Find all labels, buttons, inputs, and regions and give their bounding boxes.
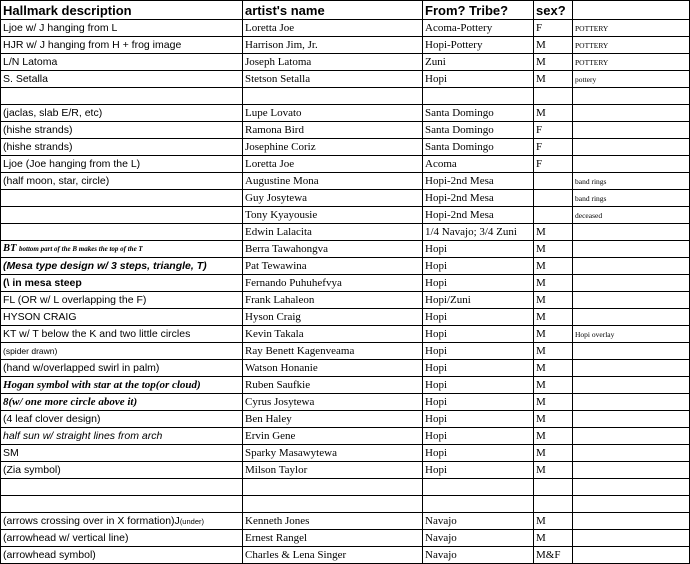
table-row <box>1 20 690 37</box>
tribe-cell: Hopi-Pottery <box>423 37 534 54</box>
note-cell <box>573 428 690 445</box>
note-cell <box>573 462 690 479</box>
sex-cell <box>534 479 573 496</box>
hallmark-description-cell: FL (OR w/ L overlapping the F) <box>1 292 243 309</box>
tribe-cell: Zuni <box>423 54 534 71</box>
table-row <box>1 309 690 326</box>
hallmark-description-cell: L/N Latoma <box>1 54 243 71</box>
table-row <box>1 496 690 513</box>
table-row <box>1 479 690 496</box>
tribe-cell: Navajo <box>423 547 534 564</box>
sex-cell: M <box>534 54 573 71</box>
tribe-cell: Hopi <box>423 462 534 479</box>
hallmark-description-cell <box>1 224 243 241</box>
artist-name-cell: Charles & Lena Singer <box>243 547 423 564</box>
table-row <box>1 394 690 411</box>
hallmark-description-cell: S. Setalla <box>1 71 243 88</box>
artist-name-cell: Ernest Rangel <box>243 530 423 547</box>
note-cell <box>573 377 690 394</box>
artist-name-cell: Frank Lahaleon <box>243 292 423 309</box>
table-row <box>1 292 690 309</box>
artist-name-cell <box>243 88 423 105</box>
note-cell <box>573 88 690 105</box>
artist-name-cell: Josephine Coriz <box>243 139 423 156</box>
artist-name-cell: Stetson Setalla <box>243 71 423 88</box>
tribe-cell: Hopi <box>423 326 534 343</box>
hallmark-description-cell: Ljoe w/ J hanging from L <box>1 20 243 37</box>
artist-name-cell: Ramona Bird <box>243 122 423 139</box>
hallmark-description-cell: (4 leaf clover design) <box>1 411 243 428</box>
note-cell: deceased <box>573 207 690 224</box>
sex-cell: M <box>534 445 573 462</box>
note-cell <box>573 343 690 360</box>
table-row <box>1 88 690 105</box>
hallmark-description-cell: (arrowhead w/ vertical line) <box>1 530 243 547</box>
table-row <box>1 343 690 360</box>
hallmark-description-cell <box>1 241 243 258</box>
sex-cell: M <box>534 343 573 360</box>
note-cell <box>573 275 690 292</box>
artist-name-cell: Berra Tawahongva <box>243 241 423 258</box>
artist-name-cell: Hyson Craig <box>243 309 423 326</box>
note-cell <box>573 105 690 122</box>
hallmark-description-cell: Hogan symbol with star at the top(or cloud) <box>1 377 243 394</box>
hallmark-description-cell: half sun w/ straight lines from arch <box>1 428 243 445</box>
tribe-cell: Hopi <box>423 258 534 275</box>
sex-cell: M <box>534 105 573 122</box>
note-cell <box>573 411 690 428</box>
artist-name-cell: Harrison Jim, Jr. <box>243 37 423 54</box>
table-row <box>1 513 690 530</box>
note-cell <box>573 241 690 258</box>
table-row <box>1 122 690 139</box>
hallmark-description-cell: (half moon, star, circle) <box>1 173 243 190</box>
tribe-cell: Hopi <box>423 309 534 326</box>
sex-cell: M <box>534 224 573 241</box>
hallmark-description-cell: KT w/ T below the K and two little circles <box>1 326 243 343</box>
table-row <box>1 428 690 445</box>
artist-name-cell: Watson Honanie <box>243 360 423 377</box>
hallmark-description-main: BT <box>3 243 17 254</box>
table-row <box>1 411 690 428</box>
sex-cell <box>534 207 573 224</box>
table-row <box>1 139 690 156</box>
sex-cell: M <box>534 326 573 343</box>
artist-name-cell: Kenneth Jones <box>243 513 423 530</box>
note-cell <box>573 258 690 275</box>
table-row <box>1 37 690 54</box>
note-cell <box>573 360 690 377</box>
table-row <box>1 547 690 564</box>
hallmark-description-cell: Ljoe (Joe hanging from the L) <box>1 156 243 173</box>
sex-cell: M <box>534 37 573 54</box>
artist-name-cell: Tony Kyayousie <box>243 207 423 224</box>
artist-name-cell: Milson Taylor <box>243 462 423 479</box>
note-cell: Hopi overlay <box>573 326 690 343</box>
header-artist-name: artist's name <box>243 1 423 20</box>
hallmark-description-cell: (spider drawn) <box>1 343 243 360</box>
note-cell <box>573 156 690 173</box>
tribe-cell: Hopi-2nd Mesa <box>423 207 534 224</box>
tribe-cell: Hopi <box>423 428 534 445</box>
artist-name-cell: Ben Haley <box>243 411 423 428</box>
hallmark-description-cell <box>1 190 243 207</box>
artist-name-cell: Ruben Saufkie <box>243 377 423 394</box>
tribe-cell: Hopi <box>423 241 534 258</box>
artist-name-cell: Augustine Mona <box>243 173 423 190</box>
table-row <box>1 156 690 173</box>
artist-name-cell: Joseph Latoma <box>243 54 423 71</box>
table-row <box>1 462 690 479</box>
sex-cell: M <box>534 394 573 411</box>
note-cell <box>573 394 690 411</box>
table-row <box>1 224 690 241</box>
tribe-cell <box>423 496 534 513</box>
tribe-cell: Hopi/Zuni <box>423 292 534 309</box>
table-row <box>1 54 690 71</box>
artist-name-cell: Fernando Puhuhefvya <box>243 275 423 292</box>
sex-cell: F <box>534 156 573 173</box>
hallmark-description-subscript: (under) <box>179 516 204 526</box>
table-row <box>1 190 690 207</box>
hallmark-description-cell: HYSON CRAIG <box>1 309 243 326</box>
tribe-cell: Navajo <box>423 530 534 547</box>
hallmark-description-cell <box>1 88 243 105</box>
note-cell: band rings <box>573 190 690 207</box>
note-cell <box>573 496 690 513</box>
tribe-cell: Acoma-Pottery <box>423 20 534 37</box>
hallmark-description-cell: (arrowhead symbol) <box>1 547 243 564</box>
hallmark-description-cell: (\ in mesa steep <box>1 275 243 292</box>
hallmark-description-cell: (hishe strands) <box>1 139 243 156</box>
sex-cell: M <box>534 71 573 88</box>
tribe-cell <box>423 88 534 105</box>
tribe-cell: Acoma <box>423 156 534 173</box>
artist-name-cell: Kevin Takala <box>243 326 423 343</box>
hallmark-description-subscript: bottom part of the B makes the top of the T <box>19 245 143 253</box>
sex-cell: M <box>534 462 573 479</box>
hallmark-description-cell <box>1 513 243 530</box>
sex-cell: M <box>534 513 573 530</box>
tribe-cell: Hopi-2nd Mesa <box>423 173 534 190</box>
note-cell <box>573 547 690 564</box>
artist-name-cell: Ervin Gene <box>243 428 423 445</box>
sex-cell: M <box>534 241 573 258</box>
note-cell <box>573 292 690 309</box>
artist-name-cell: Pat Tewawina <box>243 258 423 275</box>
sex-cell <box>534 190 573 207</box>
table-row <box>1 241 690 258</box>
hallmark-description-cell: HJR w/ J hanging from H + frog image <box>1 37 243 54</box>
note-cell <box>573 445 690 462</box>
sex-cell: M&F <box>534 547 573 564</box>
note-cell: POTTERY <box>573 54 690 71</box>
artist-name-cell: Loretta Joe <box>243 156 423 173</box>
table-row <box>1 445 690 462</box>
tribe-cell: Hopi <box>423 377 534 394</box>
tribe-cell: Hopi <box>423 71 534 88</box>
table-row <box>1 258 690 275</box>
header-hallmark-description: Hallmark description <box>1 1 243 20</box>
hallmark-description-cell: 8(w/ one more circle above it) <box>1 394 243 411</box>
table-row <box>1 377 690 394</box>
sex-cell: F <box>534 139 573 156</box>
hallmark-description-cell <box>1 496 243 513</box>
hallmark-description-cell: (jaclas, slab E/R, etc) <box>1 105 243 122</box>
note-cell: band rings <box>573 173 690 190</box>
sex-cell <box>534 173 573 190</box>
sex-cell: M <box>534 428 573 445</box>
table-row <box>1 71 690 88</box>
hallmark-description-cell <box>1 207 243 224</box>
artist-name-cell: Lupe Lovato <box>243 105 423 122</box>
header-notes <box>573 1 690 20</box>
hallmark-description-cell: (Mesa type design w/ 3 steps, triangle, T) <box>1 258 243 275</box>
tribe-cell: Hopi <box>423 275 534 292</box>
artist-name-cell: Sparky Masawytewa <box>243 445 423 462</box>
hallmark-description-cell: (hishe strands) <box>1 122 243 139</box>
sex-cell: M <box>534 275 573 292</box>
artist-name-cell: Ray Benett Kagenveama <box>243 343 423 360</box>
sex-cell <box>534 88 573 105</box>
table-row <box>1 275 690 292</box>
note-cell <box>573 122 690 139</box>
tribe-cell: Santa Domingo <box>423 122 534 139</box>
note-cell: POTTERY <box>573 37 690 54</box>
artist-name-cell <box>243 479 423 496</box>
note-cell <box>573 139 690 156</box>
sex-cell <box>534 496 573 513</box>
note-cell <box>573 309 690 326</box>
note-cell <box>573 224 690 241</box>
sex-cell: M <box>534 360 573 377</box>
header-tribe: From? Tribe? <box>423 1 534 20</box>
sex-cell: M <box>534 309 573 326</box>
artist-name-cell: Cyrus Josytewa <box>243 394 423 411</box>
tribe-cell: Hopi <box>423 411 534 428</box>
artist-name-cell: Edwin Lalacita <box>243 224 423 241</box>
note-cell <box>573 479 690 496</box>
tribe-cell: Santa Domingo <box>423 105 534 122</box>
tribe-cell: Hopi <box>423 394 534 411</box>
table-row <box>1 360 690 377</box>
hallmark-description-cell <box>1 479 243 496</box>
tribe-cell: 1/4 Navajo; 3/4 Zuni <box>423 224 534 241</box>
tribe-cell: Hopi <box>423 360 534 377</box>
sex-cell: F <box>534 20 573 37</box>
note-cell <box>573 513 690 530</box>
hallmark-description-cell: SM <box>1 445 243 462</box>
sex-cell: M <box>534 377 573 394</box>
artist-name-cell <box>243 496 423 513</box>
hallmark-description-cell: (Zia symbol) <box>1 462 243 479</box>
note-cell: POTTERY <box>573 20 690 37</box>
table-row <box>1 105 690 122</box>
tribe-cell: Santa Domingo <box>423 139 534 156</box>
sex-cell: M <box>534 292 573 309</box>
hallmark-description-main: (arrows crossing over in X formation)J <box>3 514 180 527</box>
header-row <box>1 1 690 20</box>
sex-cell: M <box>534 530 573 547</box>
tribe-cell: Navajo <box>423 513 534 530</box>
sex-cell: M <box>534 411 573 428</box>
table-row <box>1 173 690 190</box>
tribe-cell <box>423 479 534 496</box>
header-sex: sex? <box>534 1 573 20</box>
sex-cell: M <box>534 258 573 275</box>
sex-cell: F <box>534 122 573 139</box>
tribe-cell: Hopi <box>423 445 534 462</box>
note-cell: pottery <box>573 71 690 88</box>
table-row <box>1 326 690 343</box>
artist-name-cell: Loretta Joe <box>243 20 423 37</box>
tribe-cell: Hopi-2nd Mesa <box>423 190 534 207</box>
table-row <box>1 530 690 547</box>
note-cell <box>573 530 690 547</box>
table-row <box>1 207 690 224</box>
tribe-cell: Hopi <box>423 343 534 360</box>
artist-name-cell: Guy Josytewa <box>243 190 423 207</box>
hallmark-description-cell: (hand w/overlapped swirl in palm) <box>1 360 243 377</box>
